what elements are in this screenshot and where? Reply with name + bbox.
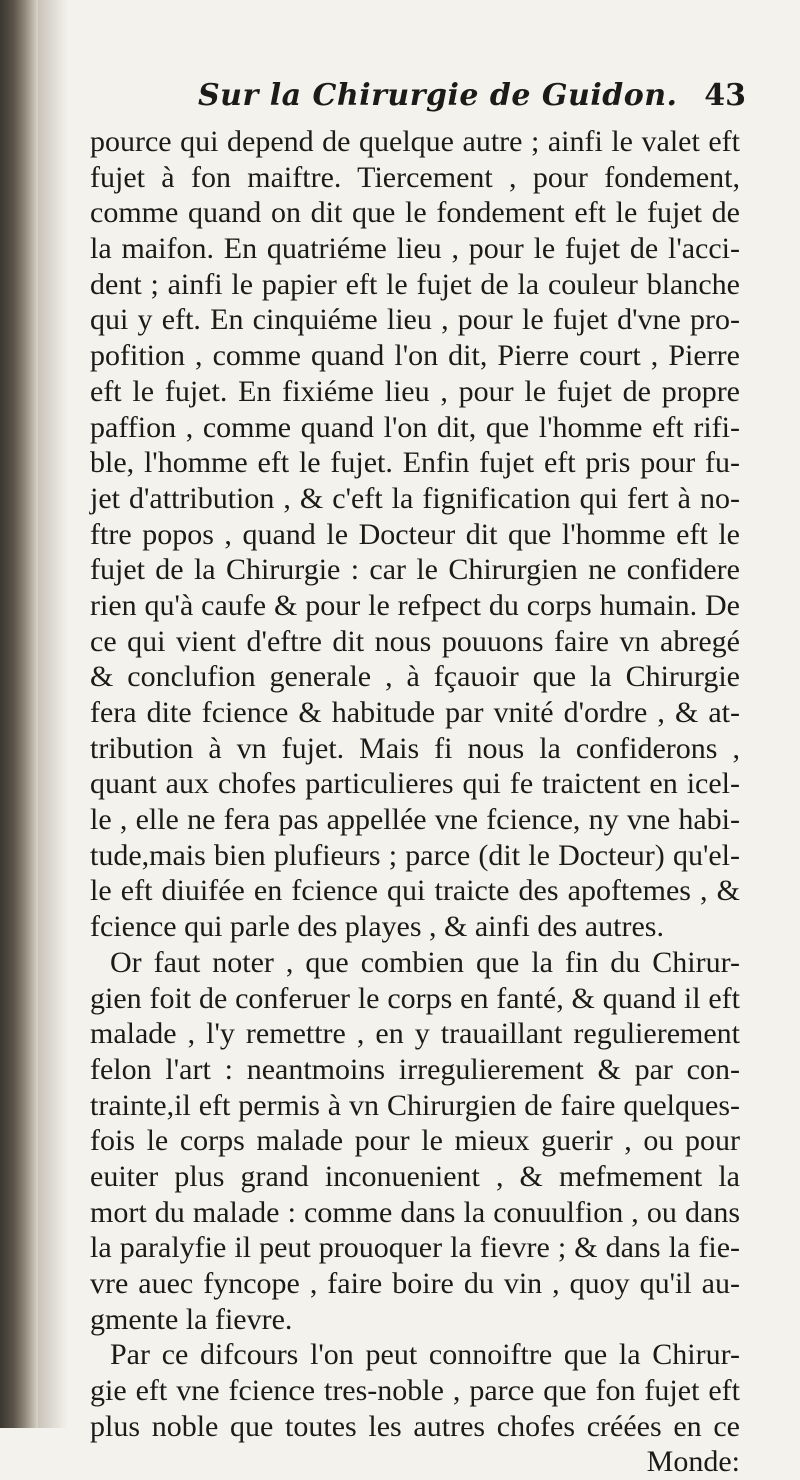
text-line: ftre popos , quand le Docteur dit que l'homme eft le bbox=[90, 517, 740, 551]
text-line: mort du malade : comme dans la conuulfion , ou dans bbox=[90, 1195, 740, 1229]
text-line: qui y eft. En cinquiéme lieu , pour le fujet d'vne pro- bbox=[90, 303, 740, 337]
text-line: plus noble que toutes les autres chofes créées en ce bbox=[90, 1409, 740, 1443]
text-line: fois le corps malade pour le mieux guerir , ou pour bbox=[90, 1124, 740, 1158]
book-page bbox=[90, 78, 746, 1480]
text-line: vre auec fyncope , faire boire du vin , quoy qu'il au- bbox=[90, 1267, 740, 1300]
text-line: ce qui vient d'eftre dit nous pouuons faire vn abregé bbox=[90, 624, 740, 658]
running-head-title: Sur la Chirurgie de Guidon. bbox=[198, 78, 678, 113]
text-line: tribution à vn fujet. Mais fi nous la confiderons , bbox=[90, 731, 740, 765]
text-line: felon l'art : neantmoins irregulierement & par con- bbox=[90, 1052, 740, 1086]
text-line: pource qui depend de quelque autre ; ainfi le valet eft bbox=[90, 125, 740, 158]
text-line: pofition , comme quand l'on dit, Pierre court , Pierre bbox=[90, 339, 740, 373]
text-line: fera dite fcience & habitude par vnité d'ordre , & at- bbox=[90, 696, 740, 729]
text-line: & conclufion generale , à fçauoir que la Chirurgie bbox=[90, 660, 740, 694]
text-line: malade , l'y remettre , en y trauaillant regulierement bbox=[90, 1017, 740, 1051]
text-line: dent ; ainfi le papier eft le fujet de la couleur blanche bbox=[90, 267, 740, 301]
text-line: Monde: bbox=[646, 1445, 740, 1479]
page-number: 43 bbox=[704, 78, 746, 113]
text-line: paffion , comme quand l'on dit, que l'homme eft rifi- bbox=[90, 410, 740, 444]
book-binding-edge bbox=[0, 0, 38, 1428]
text-line: Par ce difcours l'on peut connoiftre que la Chirur- bbox=[110, 1338, 740, 1372]
text-line: fujet à fon maiftre. Tiercement , pour fondement, bbox=[90, 160, 740, 194]
text-line: ble, l'homme eft le fujet. Enfin fujet eft pris pour fu- bbox=[90, 446, 740, 480]
text-line: jet d'attribution , & c'eft la fignification qui fert à no- bbox=[90, 481, 740, 515]
body-text bbox=[90, 124, 740, 1480]
text-line: Or faut noter , que combien que la fin du Chirur- bbox=[110, 945, 740, 979]
text-line: fujet de la Chirurgie : car le Chirurgien ne confidere bbox=[90, 553, 740, 587]
text-line: gmente la fievre. bbox=[90, 1302, 293, 1336]
text-line: la maifon. En quatriéme lieu , pour le fujet de l'acci- bbox=[90, 232, 740, 266]
text-line: le , elle ne fera pas appellée vne fcience, ny vne habi- bbox=[90, 803, 740, 837]
text-line: comme quand on dit que le fondement eft le fujet de bbox=[90, 196, 740, 230]
text-line: le eft diuifée en fcience qui traicte des apoftemes , & bbox=[90, 874, 740, 908]
text-line: tude,mais bien plufieurs ; parce (dit le Docteur) qu'el- bbox=[90, 838, 740, 872]
text-line: euiter plus grand inconuenient , & mefmement la bbox=[90, 1159, 740, 1193]
running-head bbox=[90, 78, 746, 124]
text-line: gien foit de conferuer le corps en fanté, & quand il eft bbox=[90, 981, 740, 1015]
text-line: eft le fujet. En fixiéme lieu , pour le fujet de propre bbox=[90, 374, 740, 408]
text-line: rien qu'à caufe & pour le refpect du corps humain. De bbox=[90, 588, 740, 622]
gutter-shadow bbox=[38, 0, 68, 1428]
text-line: quant aux chofes particulieres qui fe traictent en icel- bbox=[90, 767, 740, 801]
text-line: la paralyfie il peut prouoquer la fievre ; & dans la fie- bbox=[90, 1231, 740, 1265]
text-line: fcience qui parle des playes , & ainfi des autres. bbox=[90, 910, 664, 944]
text-line: gie eft vne fcience tres-noble , parce que fon fujet eft bbox=[90, 1374, 740, 1408]
text-line: trainte,il eft permis à vn Chirurgien de faire quelques- bbox=[90, 1088, 740, 1122]
